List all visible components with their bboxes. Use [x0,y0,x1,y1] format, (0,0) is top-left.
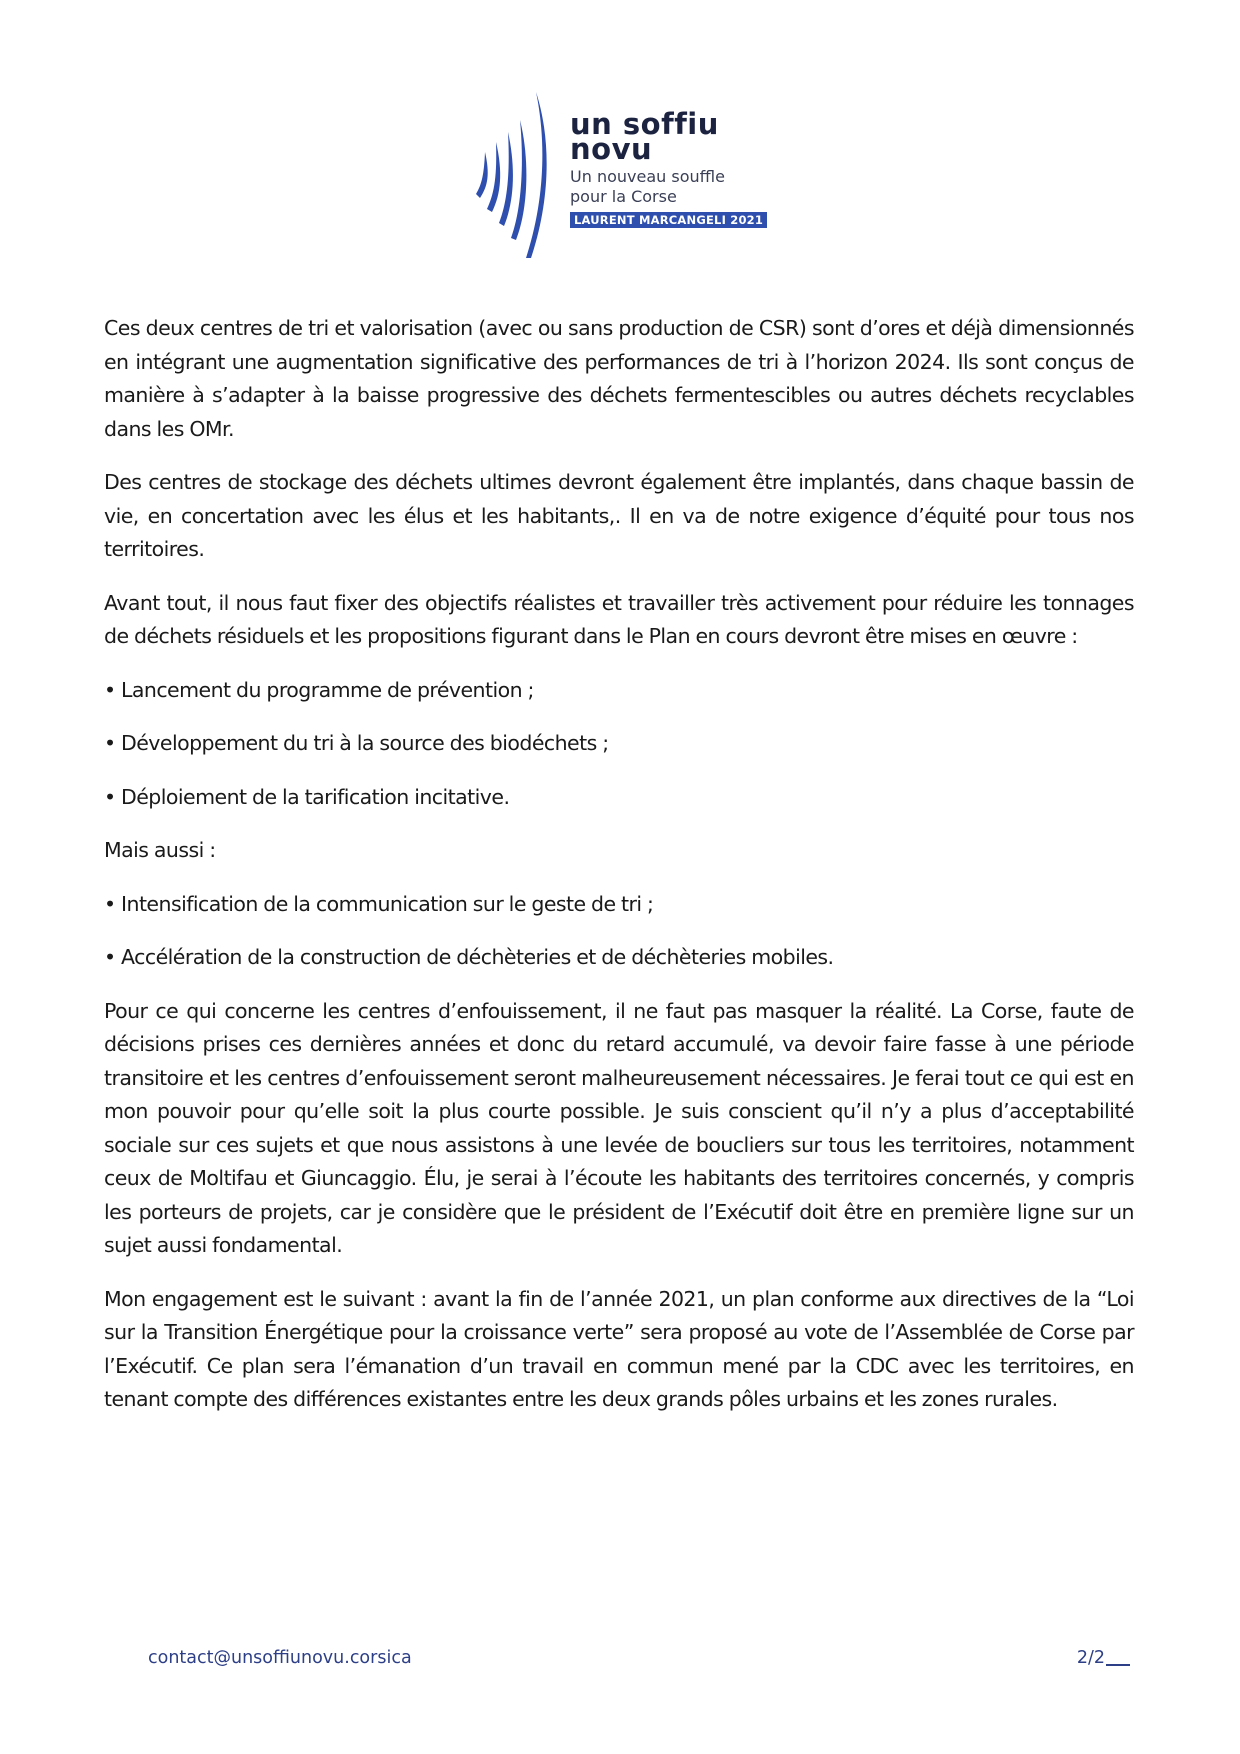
paragraph-storage-centers: Des centres de stockage des déchets ultimes devront également être implantés, dans chaque bassin de vie, en concertation avec les élus et les habitants,. Il en va de notre exigence d’équité pour tous nos territoires. [104,470,1134,561]
paragraph-objectives: Avant tout, il nous faut fixer des objectifs réalistes et travailler très activement pour réduire les tonnages de déchets résiduels et les propositions figurant dans le Plan en cours devront être mises en œuvre : [104,590,1134,648]
bullet-item: • Lancement du programme de prévention ; [104,677,534,702]
page-number [1077,1648,1130,1668]
candidate-badge: LAURENT MARCANGELI 2021 [570,212,767,228]
page-number-underline [1106,1664,1130,1666]
bullet-item: • Accélération de la construction de déchèteries et de déchèteries mobiles. [104,945,834,969]
brand-name-line2: novu [570,132,653,166]
page-number-text: 2/2 [1076,1648,1105,1668]
tagline-line2: pour la Corse [570,187,677,206]
bullet-item: • Intensification de la communication sur le geste de tri ; [104,891,654,916]
bullet-item: • Déploiement de la tarification incitative. [104,784,510,809]
campaign-logo [470,90,800,260]
footer-contact-email[interactable]: contact@unsoffiunovu.corsica [148,1648,412,1668]
paragraph-sorting-centers: Ces deux centres de tri et valorisation (avec ou sans production de CSR) sont d’ores et déjà dimensionnés en intégrant une augmentation significative des performances de tri à l’horizon 2024. Ils sont conçus de manière à s’adapter à la baisse progressive des déchets fermentescibles ou autres déchets recyclables dans les OMr. [104,316,1134,441]
bullet-item: • Développement du tri à la source des biodéchets ; [104,731,609,755]
paragraph-landfill: Pour ce qui concerne les centres d’enfouissement, il ne faut pas masquer la réalité. La Corse, faute de décisions prises ces dernières années et donc du retard accumulé, va devoir faire fasse à une période transitoire et les centres d’enfouissement seront malheureusement nécessaires. Je ferai tout ce qui est en mon pouvoir pour qu’elle soit la plus courte possible. Je suis conscient qu’il n’y a plus d’acceptabilité sociale sur ces sujets et que nous assistons à une levée de boucliers sur tous les territoires, notamment ceux de Moltifau et Giuncaggio. Élu, je serai à l’écoute les habitants des territoires concernés, y compris les porteurs de projets, car je considère que le président de l’Exécutif doit être en première ligne sur un sujet aussi fondamental. [104,998,1134,1257]
brand-name-line1: un soffiu [570,107,719,141]
mais-aussi-label: Mais aussi : [104,838,216,862]
tagline-line1: Un nouveau souffle [570,167,725,186]
letter-body [104,312,1134,1437]
paragraph-commitment: Mon engagement est le suivant : avant la fin de l’année 2021, un plan conforme aux directives de la “Loi sur la Transition Énergétique pour la croissance verte” sera proposé au vote de l’Assemblée de Corse par l’Exécutif. Ce plan sera l’émanation d’un travail en commun mené par la CDC avec les territoires, en tenant compte des différences existantes entre les deux grands pôles urbains et les zones rurales. [104,1286,1134,1411]
swoosh-logo-icon [470,90,580,260]
logo-text [570,107,810,229]
